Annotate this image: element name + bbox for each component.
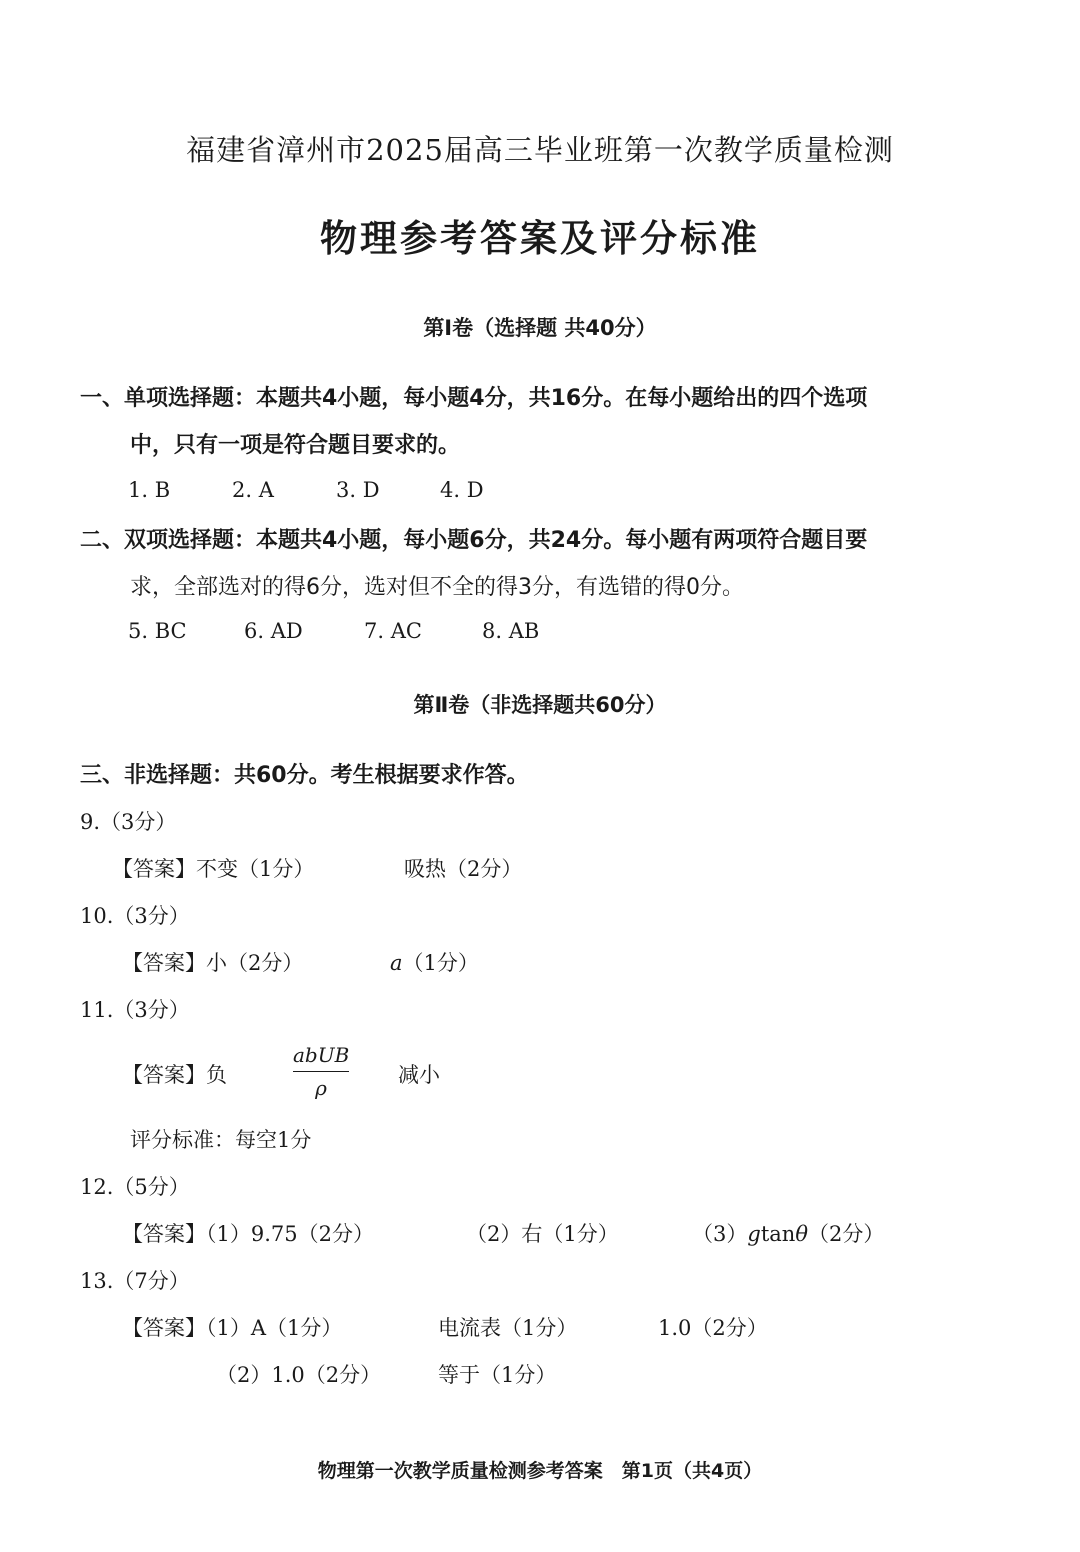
answer-label: 【答案】	[122, 1222, 206, 1246]
volume-2-title: 第Ⅱ卷（非选择题共60分）	[413, 693, 667, 717]
q11-fraction	[293, 1043, 349, 1100]
question-9-answer	[112, 853, 314, 883]
answer-7: 7. AC	[364, 619, 422, 643]
q12-answer-3-index: （3）	[692, 1222, 748, 1246]
q9-answer-1: 不变（1分）	[196, 857, 315, 881]
question-9-number: 9.（3分）	[80, 810, 177, 834]
q10-answer-2	[390, 947, 479, 977]
document-title: 福建省漳州市2025届高三毕业班第一次教学质量检测	[186, 133, 894, 167]
question-12-number: 12.（5分）	[80, 1175, 190, 1199]
section-2-heading: 二、双项选择题：本题共4小题，每小题6分，共24分。每小题有两项符合题目要	[80, 528, 868, 553]
section-1-heading-cont: 中，只有一项是符合题目要求的。	[130, 433, 461, 458]
q11-answer-3: 减小	[398, 1063, 440, 1087]
answer-4: 4. D	[440, 478, 484, 502]
q13-answer-3: 1.0（2分）	[658, 1316, 768, 1340]
answer-1: 1. B	[128, 478, 171, 502]
question-12-answer	[122, 1218, 374, 1248]
section-3-heading: 三、非选择题：共60分。考生根据要求作答。	[80, 763, 529, 788]
variable-theta: θ	[795, 1222, 808, 1246]
question-10-number: 10.（3分）	[80, 904, 190, 928]
q10-answer-1: 小（2分）	[206, 951, 304, 975]
section-2-heading-cont: 求，全部选对的得6分，选对但不全的得3分，有选错的得0分。	[130, 575, 744, 600]
section-1-answers	[128, 478, 484, 502]
variable-a: a	[390, 951, 403, 975]
answer-label: 【答案】	[122, 1063, 206, 1087]
q13-answer-4: （2）1.0（2分）	[216, 1363, 382, 1387]
q12-answer-3	[692, 1218, 884, 1248]
q9-answer-2: 吸热（2分）	[404, 857, 523, 881]
q11-scoring-note: 评分标准：每空1分	[130, 1128, 312, 1152]
question-11-number: 11.（3分）	[80, 998, 190, 1022]
section-1-heading: 一、单项选择题：本题共4小题，每小题4分，共16分。在每小题给出的四个选项	[80, 386, 868, 411]
q12-answer-2: （2）右（1分）	[466, 1222, 619, 1246]
answer-8: 8. AB	[482, 619, 540, 643]
answer-3: 3. D	[336, 478, 380, 502]
answer-6: 6. AD	[244, 619, 303, 643]
answer-label: 【答案】	[122, 951, 206, 975]
question-13-number: 13.（7分）	[80, 1269, 190, 1293]
question-13-answer	[122, 1312, 342, 1342]
q10-answer-2-score: （1分）	[402, 951, 479, 975]
q11-answer-1: 负	[206, 1063, 227, 1087]
document-subtitle: 物理参考答案及评分标准	[320, 217, 760, 260]
question-11-answer	[122, 1059, 227, 1089]
q13-answer-1: （1）A（1分）	[206, 1316, 343, 1340]
question-10-answer	[122, 947, 303, 977]
q13-answer-2: 电流表（1分）	[438, 1316, 578, 1340]
q12-answer-1: （1）9.75（2分）	[206, 1222, 374, 1246]
variable-g: g	[747, 1222, 761, 1246]
answer-2: 2. A	[232, 478, 274, 502]
q13-answer-5: 等于（1分）	[438, 1363, 557, 1387]
fraction-denominator: ρ	[315, 1076, 327, 1100]
page-footer: 物理第一次教学质量检测参考答案 第1页（共4页）	[317, 1460, 763, 1482]
section-2-answers	[128, 619, 539, 643]
fraction-numerator: abUB	[293, 1043, 349, 1072]
q12-answer-3-score: （2分）	[807, 1222, 885, 1246]
answer-label: 【答案】	[122, 1316, 206, 1340]
volume-1-title: 第Ⅰ卷（选择题 共40分）	[423, 316, 657, 340]
answer-5: 5. BC	[128, 619, 187, 643]
tan-function: tan	[760, 1222, 796, 1246]
answer-label: 【答案】	[112, 857, 196, 881]
